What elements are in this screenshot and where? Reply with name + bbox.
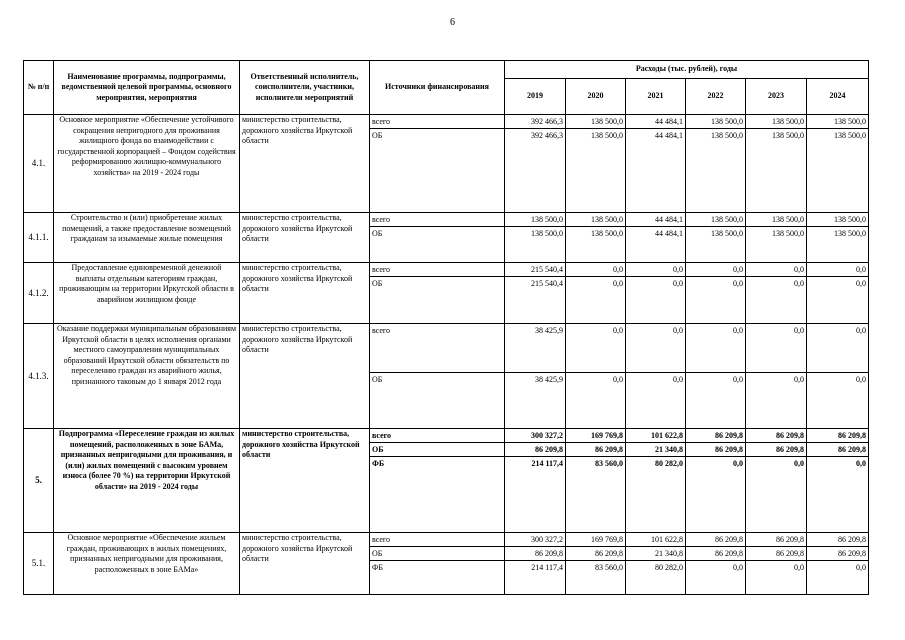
source-label: ОБ [372, 279, 383, 288]
expense-value: 0,0 [566, 263, 625, 277]
expense-value: 86 209,8 [686, 443, 745, 457]
expense-value: 214 117,4 [531, 459, 563, 468]
expense-cell [505, 533, 566, 595]
row-number: 4.1. [24, 115, 54, 213]
expense-value: 0,0 [733, 375, 743, 384]
expense-cell [626, 263, 686, 324]
expense-cell [566, 213, 626, 263]
row-responsible: министерство строительства, дорожного хозяйства Иркутской области [240, 213, 370, 263]
expense-value: 138 500,0 [591, 131, 623, 140]
expense-value: 0,0 [626, 324, 685, 373]
row-name: Предоставление единовременной денежной выплаты отдельным категориям граждан, проживающим на территории Иркутской области в аварийном жилищном фонде [54, 263, 240, 324]
expense-cell [566, 429, 626, 533]
source-label: всего [370, 429, 504, 443]
expense-value: 138 500,0 [531, 229, 563, 238]
expense-cell [686, 429, 746, 533]
expense-value: 86 209,8 [746, 443, 806, 457]
table-row [24, 213, 869, 263]
expense-value: 138 500,0 [834, 131, 867, 140]
expense-value: 138 500,0 [807, 115, 868, 129]
expense-value: 0,0 [856, 459, 867, 468]
row-responsible: министерство строительства, дорожного хозяйства Иркутской области [240, 115, 370, 213]
expense-value: 0,0 [733, 459, 743, 468]
source-label: ОБ [370, 443, 504, 457]
header-responsible: Ответственный исполнитель, соисполнители, участники, исполнители мероприятий [240, 61, 370, 115]
expense-value: 169 769,8 [566, 533, 625, 547]
expense-cell [626, 324, 686, 429]
expense-value: 138 500,0 [686, 213, 745, 227]
expense-cell [686, 324, 746, 429]
expense-value: 138 500,0 [711, 229, 743, 238]
expense-value: 0,0 [733, 279, 743, 288]
expense-value: 215 540,4 [531, 279, 563, 288]
expense-cell [566, 115, 626, 213]
expense-value: 0,0 [794, 563, 804, 572]
expense-cell [746, 263, 807, 324]
expense-value: 44 484,1 [655, 229, 683, 238]
expense-value: 86 209,8 [746, 429, 806, 443]
source-label: ОБ [372, 131, 383, 140]
expense-value: 0,0 [746, 324, 806, 373]
expense-value: 86 209,8 [746, 533, 806, 547]
row-responsible: министерство строительства, дорожного хозяйства Иркутской области [240, 263, 370, 324]
program-expenses-table [23, 60, 869, 595]
expense-cell [626, 115, 686, 213]
row-name: Основное мероприятие «Обеспечение устойчивого сокращения непригодного для проживания жилищного фонда во взаимодействии с государственной корпорацией – Фондом содействия реформированию жилищно-коммунального хозяйства» на 2019 - 2024 годы [54, 115, 240, 213]
expense-cell [626, 533, 686, 595]
expense-value: 138 500,0 [505, 213, 565, 227]
expense-cell [746, 533, 807, 595]
table-row [24, 115, 869, 213]
expense-cell [686, 115, 746, 213]
expense-value: 86 209,8 [505, 547, 565, 561]
expense-value: 138 500,0 [591, 229, 623, 238]
row-number: 4.1.3. [24, 324, 54, 429]
expense-cell [505, 324, 566, 429]
source-label: ОБ [370, 547, 504, 561]
header-year: 2020 [566, 79, 626, 115]
expense-cell [686, 263, 746, 324]
expense-cell [566, 263, 626, 324]
expense-cell [505, 429, 566, 533]
expense-cell [626, 213, 686, 263]
expense-value: 138 500,0 [686, 115, 745, 129]
expense-value: 86 209,8 [566, 443, 625, 457]
expense-value: 392 466,3 [531, 131, 563, 140]
expense-value: 0,0 [807, 324, 868, 373]
expense-value: 0,0 [566, 324, 625, 373]
expense-value: 138 500,0 [711, 131, 743, 140]
page-number: 6 [450, 17, 455, 28]
expense-cell [746, 429, 807, 533]
expense-value: 86 209,8 [807, 443, 868, 457]
table-row [24, 429, 869, 533]
row-name: Оказание поддержки муниципальным образованиям Иркутской области в целях исполнения органами местного самоуправления муниципальных образований Иркутской области обязательств по переселению граждан из аварийного жилья, признанного таковым до 1 января 2012 года [54, 324, 240, 429]
table-row [24, 263, 869, 324]
row-number: 4.1.2. [24, 263, 54, 324]
expense-cell [505, 213, 566, 263]
table-row [24, 324, 869, 429]
expense-value: 0,0 [686, 324, 745, 373]
row-responsible: министерство строительства, дорожного хозяйства Иркутской области [240, 429, 370, 533]
expense-value: 0,0 [673, 375, 683, 384]
expense-value: 86 209,8 [505, 443, 565, 457]
source-label: всего [370, 324, 504, 373]
source-label: ФБ [372, 563, 383, 572]
row-name: Основное мероприятие «Обеспечение жильем граждан, проживающих в жилых помещениях, признанных непригодными для проживания, расположенных в зоне БАМа» [54, 533, 240, 595]
expense-cell [807, 533, 869, 595]
expense-cell [746, 115, 807, 213]
expense-cell [626, 429, 686, 533]
header-sources: Источники финансирования [370, 61, 505, 115]
expense-value: 0,0 [746, 263, 806, 277]
expense-value: 0,0 [794, 375, 804, 384]
expense-value: 44 484,1 [626, 115, 685, 129]
expense-value: 0,0 [856, 563, 867, 572]
expense-value: 0,0 [794, 279, 804, 288]
row-sources [370, 115, 505, 213]
expense-value: 138 500,0 [566, 115, 625, 129]
source-label: всего [370, 533, 504, 547]
expense-value: 21 340,8 [626, 547, 685, 561]
expense-value: 86 209,8 [746, 547, 806, 561]
expense-value: 214 117,4 [531, 563, 563, 572]
header-year: 2023 [746, 79, 807, 115]
expense-value: 86 209,8 [807, 429, 868, 443]
source-label: всего [370, 115, 504, 129]
row-name: Строительство и (или) приобретение жилых помещений, а также предоставление возмещений гражданам за изымаемые жилые помещения [54, 213, 240, 263]
table-row [24, 533, 869, 595]
row-sources [370, 533, 505, 595]
expense-value: 86 209,8 [807, 533, 868, 547]
expense-value: 86 209,8 [686, 429, 745, 443]
source-label: ОБ [372, 375, 383, 384]
row-responsible: министерство строительства, дорожного хозяйства Иркутской области [240, 533, 370, 595]
expense-value: 101 622,8 [626, 429, 685, 443]
expense-cell [566, 533, 626, 595]
row-responsible: министерство строительства, дорожного хозяйства Иркутской области [240, 324, 370, 429]
expense-cell [807, 115, 869, 213]
expense-value: 0,0 [794, 459, 804, 468]
source-label: всего [370, 213, 504, 227]
row-number: 5. [24, 429, 54, 533]
expense-value: 138 500,0 [746, 213, 806, 227]
expense-value: 38 425,9 [505, 324, 565, 373]
expense-value: 138 500,0 [772, 131, 804, 140]
expense-cell [807, 213, 869, 263]
expense-value: 215 540,4 [505, 263, 565, 277]
expense-value: 86 209,8 [686, 533, 745, 547]
expense-value: 0,0 [856, 279, 867, 288]
expense-cell [505, 115, 566, 213]
row-sources [370, 429, 505, 533]
expense-cell [686, 533, 746, 595]
expense-value: 138 500,0 [772, 229, 804, 238]
expense-value: 138 500,0 [807, 213, 868, 227]
row-sources [370, 213, 505, 263]
expense-cell [746, 324, 807, 429]
expense-value: 138 500,0 [834, 229, 867, 238]
expense-value: 80 282,0 [655, 459, 683, 468]
row-name: Подпрограмма «Переселение граждан из жилых помещений, расположенных в зоне БАМа, признанных непригодными для проживания, и (или) жилых помещений с высоким уровнем износа (более 70 %) на территории Иркутской области» на 2019 - 2024 годы [54, 429, 240, 533]
expense-value: 138 500,0 [746, 115, 806, 129]
expense-value: 300 327,2 [505, 429, 565, 443]
expense-cell [807, 263, 869, 324]
header-year: 2021 [626, 79, 686, 115]
expense-value: 0,0 [686, 263, 745, 277]
expense-value: 86 209,8 [686, 547, 745, 561]
expense-value: 138 500,0 [566, 213, 625, 227]
expense-value: 0,0 [613, 375, 623, 384]
header-num: № п/п [24, 61, 54, 115]
header-expenses: Расходы (тыс. рублей), годы [505, 61, 869, 79]
row-sources [370, 324, 505, 429]
expense-value: 21 340,8 [626, 443, 685, 457]
source-label: ОБ [372, 229, 383, 238]
expense-cell [505, 263, 566, 324]
expense-value: 101 622,8 [626, 533, 685, 547]
row-number: 5.1. [24, 533, 54, 595]
expense-value: 0,0 [626, 263, 685, 277]
row-number: 4.1.1. [24, 213, 54, 263]
expense-cell [807, 324, 869, 429]
source-label: ФБ [372, 459, 385, 468]
expense-value: 169 769,8 [566, 429, 625, 443]
header-year: 2019 [505, 79, 566, 115]
expense-value: 0,0 [733, 563, 743, 572]
header-name: Наименование программы, подпрограммы, ведомственной целевой программы, основного мероприятия, мероприятия [54, 61, 240, 115]
row-sources [370, 263, 505, 324]
expense-value: 392 466,3 [505, 115, 565, 129]
expense-value: 300 327,2 [505, 533, 565, 547]
expense-cell [566, 324, 626, 429]
expense-value: 0,0 [807, 263, 868, 277]
expense-value: 80 282,0 [655, 563, 683, 572]
expense-cell [807, 429, 869, 533]
expense-value: 83 560,0 [595, 563, 623, 572]
expense-value: 38 425,9 [535, 375, 563, 384]
table-body [24, 115, 869, 595]
source-label: всего [370, 263, 504, 277]
header-year: 2024 [807, 79, 869, 115]
expense-value: 86 209,8 [807, 547, 868, 561]
expense-value: 0,0 [613, 279, 623, 288]
expense-value: 0,0 [856, 375, 867, 384]
expense-value: 83 560,0 [595, 459, 623, 468]
expense-value: 44 484,1 [626, 213, 685, 227]
header-year: 2022 [686, 79, 746, 115]
expense-value: 86 209,8 [566, 547, 625, 561]
expense-value: 0,0 [673, 279, 683, 288]
expense-cell [686, 213, 746, 263]
expense-value: 44 484,1 [655, 131, 683, 140]
expense-cell [746, 213, 807, 263]
